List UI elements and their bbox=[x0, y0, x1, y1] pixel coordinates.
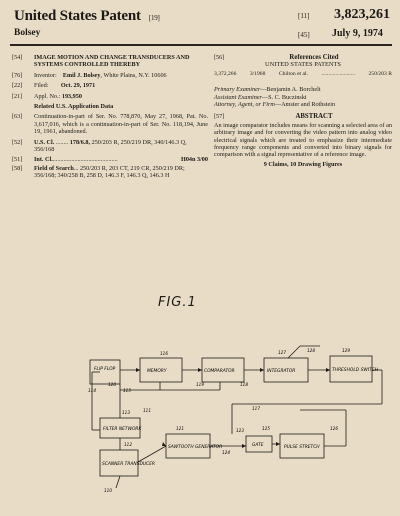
inventor-name: Emil J. Bolsey bbox=[62, 71, 101, 79]
ref-numeral: 119 bbox=[196, 382, 204, 387]
inventor-address: , White Plains, N.Y. 10606 bbox=[100, 71, 167, 79]
ref-numeral: 114 bbox=[88, 388, 96, 393]
ref-dots: ........................ bbox=[321, 70, 355, 77]
pulse-label: PULSE STRETCH bbox=[284, 445, 320, 450]
assistant-name: —S. C. Buczinski bbox=[261, 93, 307, 101]
patent-title: United States Patent bbox=[14, 8, 141, 24]
ref-numeral: 125 bbox=[262, 426, 270, 431]
int-class-label: Int. Cl. bbox=[34, 156, 53, 164]
ref-date: 3/1968 bbox=[249, 70, 266, 77]
memory-label: MEMORY bbox=[147, 369, 167, 374]
search-label: Field of Search bbox=[34, 164, 74, 172]
ref-numeral: 115 bbox=[123, 388, 131, 393]
assistant-label: Assistant Examiner bbox=[214, 93, 262, 101]
search-value: ... 250/203 R, 203 CT, 219 CR, 250/219 DR; 356/168; 340/258 B, 258 D, 146.3 F, 146.3 Q, 146.3 H bbox=[34, 164, 185, 180]
patent-date: July 9, 1974 bbox=[332, 28, 383, 39]
invention-title: IMAGE MOTION AND CHANGE TRANSDUCERS AND SYSTEMS CONTROLLED THEREBY bbox=[34, 54, 190, 69]
filed-value: Oct. 29, 1971 bbox=[60, 82, 96, 90]
ref-class: 250/203 R bbox=[368, 70, 392, 77]
primary-name: —Benjamin A. Borchelt bbox=[260, 86, 321, 94]
ref-numeral: 126 bbox=[330, 426, 338, 431]
field-code: [63] bbox=[12, 113, 23, 121]
ref-numeral: 111 bbox=[143, 408, 151, 413]
int-class-dots: .......................................... bbox=[52, 156, 118, 164]
int-class-value: H04n 3/00 bbox=[181, 156, 208, 164]
threshold-label: THRESHOLD SWITCH bbox=[332, 368, 379, 373]
abstract-text: An image comparator includes means for scanning a selected area of an arbitrary image and for converting the video pattern into analog video electrical signals which are treated to emphasize their intermediate frequency range components and converted into binary signals for comparison with a signal representative of a reference image. bbox=[214, 121, 392, 159]
ref-numeral: 116 bbox=[160, 351, 168, 356]
ref-numeral: 129 bbox=[342, 348, 350, 353]
field-code: [58] bbox=[12, 164, 23, 172]
scanner-label: SCANNER TRANSDUCER bbox=[102, 462, 155, 467]
number-code: [11] bbox=[298, 12, 310, 20]
claims-summary: 9 Claims, 10 Drawing Figures bbox=[263, 160, 343, 168]
ref-numeral: 110 bbox=[104, 488, 112, 493]
field-code: [57] bbox=[214, 113, 225, 121]
comparator-label: COMPARATOR bbox=[204, 369, 235, 374]
date-code: [45] bbox=[298, 31, 310, 39]
header-inventor: Bolsey bbox=[14, 28, 41, 38]
flip-flop-label: FLIP FLOP bbox=[94, 367, 116, 372]
attorney-label: Attorney, Agent, or Firm bbox=[214, 101, 275, 109]
field-code: [54] bbox=[12, 54, 23, 61]
us-class-label: U.S. Cl. bbox=[34, 138, 55, 146]
us-class-dots: ........ bbox=[55, 138, 69, 146]
field-code: [21] bbox=[12, 92, 23, 100]
us-class-rest: 250/203 R, 250/219 DR, 340/146.3 Q, 356/168 bbox=[34, 138, 187, 154]
ref-numeral: 121 bbox=[176, 426, 184, 431]
ref-numeral: 117 bbox=[252, 406, 260, 411]
ref-numeral: 118 bbox=[240, 382, 248, 387]
figure-label: FIG.1 bbox=[158, 295, 197, 310]
continuation-text: Continuation-in-part of Ser. No. 778,870, May 27, 1968, Pat. No. 3,617,016, which is a continuation-in-part of Ser. No. 118,194, June 19, 1961, abandoned. bbox=[34, 113, 208, 136]
ref-numeral: 112 bbox=[124, 442, 132, 447]
field-code: [56] bbox=[214, 54, 225, 61]
appl-label: Appl. No.: bbox=[34, 92, 61, 100]
references-subheading: UNITED STATES PATENTS bbox=[265, 61, 341, 69]
field-code: [22] bbox=[12, 82, 23, 90]
patent-number: 3,823,261 bbox=[334, 7, 390, 22]
gate-label: GATE bbox=[252, 443, 264, 448]
us-class-value: 178/6.8, bbox=[69, 138, 91, 146]
ref-numeral: 127 bbox=[278, 350, 286, 355]
inventor-label: Inventor: bbox=[34, 71, 57, 79]
field-code: [52] bbox=[12, 138, 23, 146]
sawtooth-label: SAWTOOTH GENERATOR bbox=[168, 445, 223, 450]
primary-label: Primary Examiner bbox=[214, 86, 261, 94]
ref-patent: 3,372,266 bbox=[214, 70, 237, 77]
ref-numeral: 128 bbox=[307, 348, 315, 353]
ref-numeral: 123 bbox=[236, 428, 244, 433]
attorney-name: —Amster and Rothstein bbox=[274, 101, 336, 109]
field-code: [76] bbox=[12, 71, 23, 79]
ref-numeral: 120 bbox=[108, 382, 116, 387]
integrator-label: INTEGRATOR bbox=[267, 369, 296, 374]
appl-value: 193,950 bbox=[61, 92, 82, 100]
filed-label: Filed: bbox=[34, 82, 49, 90]
field-code: [51] bbox=[12, 156, 23, 164]
filter-label: FILTER NETWORK bbox=[103, 427, 142, 432]
title-code: [19] bbox=[148, 14, 160, 22]
ref-numeral: 124 bbox=[222, 450, 230, 455]
related-heading: Related U.S. Application Data bbox=[34, 103, 114, 111]
references-heading: References Cited bbox=[289, 54, 339, 61]
abstract-heading: ABSTRACT bbox=[295, 113, 333, 121]
ref-numeral: 113 bbox=[122, 410, 130, 415]
ref-name: Chilton et al. bbox=[278, 70, 308, 77]
